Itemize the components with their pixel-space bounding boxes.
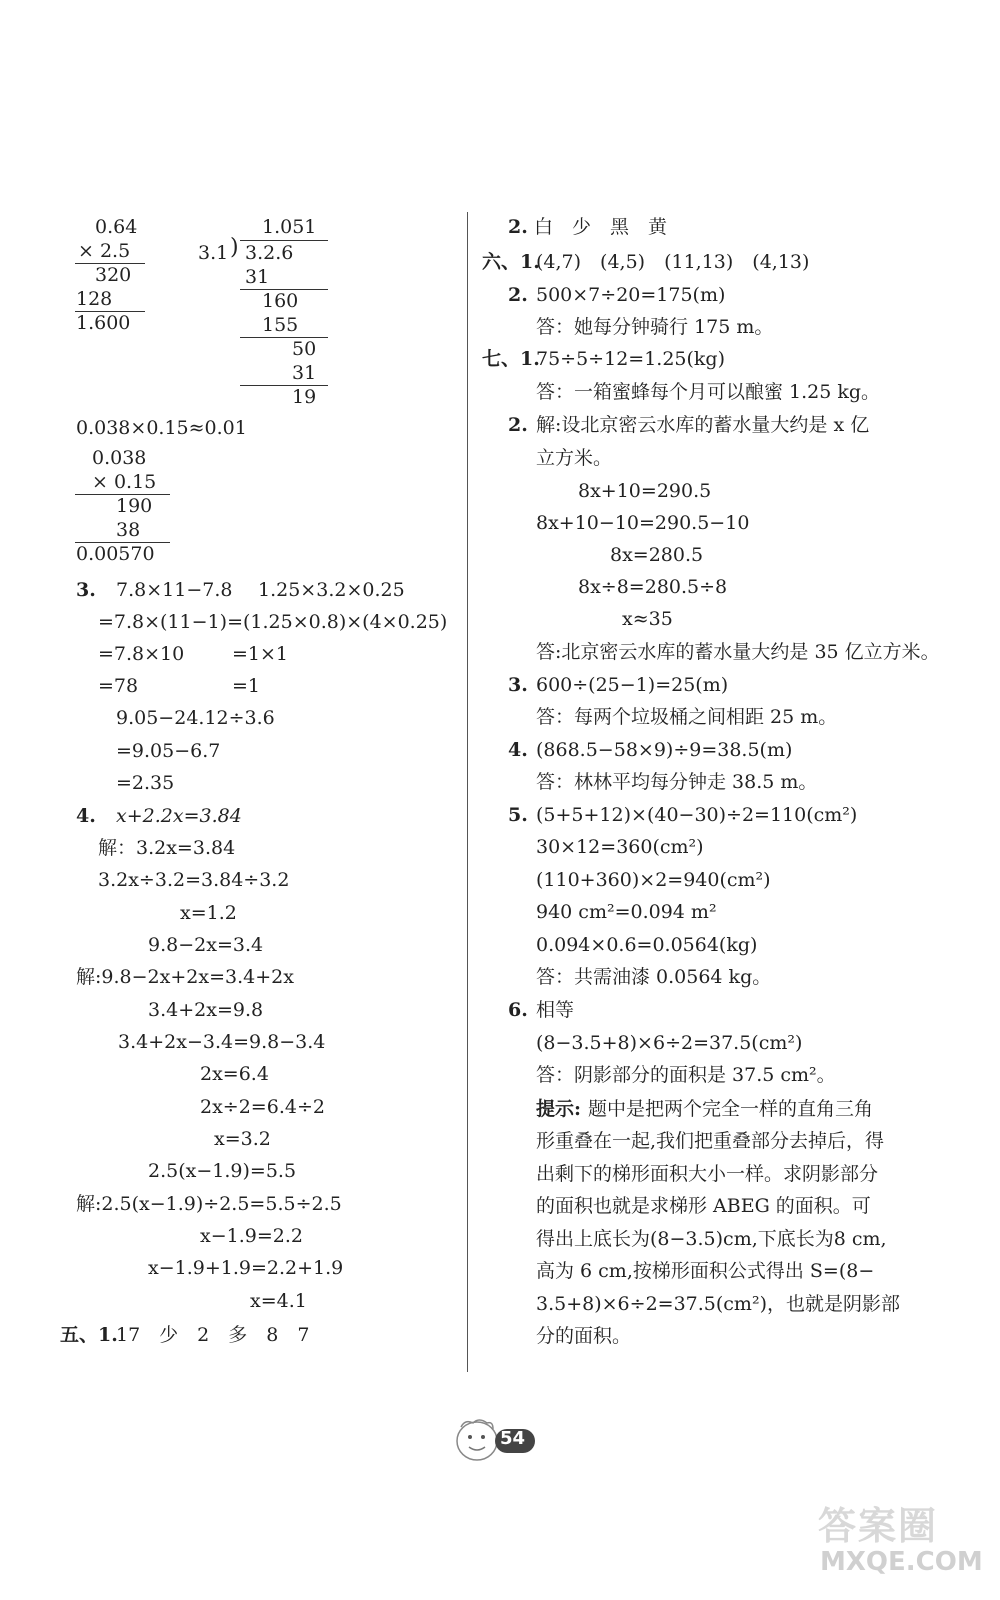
expression: 500×7÷20=175(m) [536, 284, 726, 306]
page-number-badge [455, 1415, 539, 1465]
equation: 2x=6.4 [200, 1063, 269, 1085]
expression: (868.5−58×9)÷9=38.5(m) [536, 739, 793, 761]
mul1-row: 1.600 [76, 312, 131, 334]
hint-line: 高为 6 cm,按梯形面积公式得出 S=(8− [536, 1260, 875, 1282]
hint-line: 出剩下的梯形面积大小一样。求阴影部分 [536, 1163, 879, 1185]
mul1-row: 0.64 [95, 216, 138, 238]
answer-sentence: 答:北京密云水库的蓄水量大约是 35 亿立方米。 [536, 641, 940, 663]
section-number: 七、1. [482, 348, 540, 370]
hint-line: 分的面积。 [536, 1325, 632, 1347]
answer-sentence: 答：她每分钟骑行 175 m。 [536, 316, 774, 338]
equation: 2x÷2=6.4÷2 [200, 1096, 325, 1118]
answer-sentence: 答：每两个垃圾桶之间相距 25 m。 [536, 706, 838, 728]
answer-text: 17 少 2 多 8 7 [116, 1324, 310, 1346]
question-number: 2. [508, 284, 528, 306]
hint-line: 题中是把两个完全一样的直角三角 [588, 1098, 874, 1120]
equation: 9.8−2x=3.4 [148, 934, 264, 956]
equation: 2.5(x−1.9)=5.5 [148, 1160, 297, 1182]
question-number: 6. [508, 999, 528, 1021]
expression: =2.35 [116, 772, 175, 794]
question-number: 5. [508, 804, 528, 826]
hint-line: 的面积也就是求梯形 ABEG 的面积。可 [536, 1195, 871, 1217]
expression: 1.25×3.2×0.25 [258, 579, 405, 601]
expression: =1×1 [232, 643, 289, 665]
expression: 600÷(25−1)=25(m) [536, 674, 729, 696]
watermark [818, 1495, 993, 1595]
division-step: 31 [245, 266, 270, 288]
answer-sentence: 答：林林平均每分钟走 38.5 m。 [536, 771, 818, 793]
equation: 解:9.8−2x+2x=3.4+2x [76, 966, 294, 988]
question-number: 3. [508, 674, 528, 696]
equation: 8x=280.5 [610, 544, 704, 566]
quotient: 1.051 [262, 216, 317, 238]
solution-text: 解:设北京密云水库的蓄水量大约是 x 亿 [536, 414, 870, 436]
expression: 7.8×11−7.8 [116, 579, 233, 601]
division-step: 50 [292, 338, 317, 360]
answer-text: 相等 [536, 999, 575, 1021]
hint-label: 提示: [536, 1098, 582, 1120]
question-number: 2. [508, 216, 528, 238]
page-number: 54 [500, 1428, 526, 1449]
equation: x−1.9=2.2 [200, 1225, 303, 1247]
equation: 解：3.2x=3.84 [98, 837, 236, 859]
expression: 30×12=360(cm²) [536, 836, 704, 858]
answer-text: 白 少 黑 黄 [534, 216, 668, 238]
expression: 0.094×0.6=0.0564(kg) [536, 934, 758, 956]
equation: 3.2x÷3.2=3.84÷3.2 [98, 869, 290, 891]
question-number: 4. [76, 805, 96, 827]
expression: =7.8×10 [98, 643, 185, 665]
equation: 8x+10=290.5 [578, 480, 712, 502]
question-number: 4. [508, 739, 528, 761]
answer-text: (4,7) (4,5) (11,13) (4,13) [536, 251, 810, 273]
equation: 3.4+2x−3.4=9.8−3.4 [118, 1031, 326, 1053]
expression: =7.8×(11−1)=(1.25×0.8)×(4×0.25) [98, 611, 448, 633]
hint-line: 形重叠在一起,我们把重叠部分去掉后，得 [536, 1130, 885, 1152]
equation: x=1.2 [180, 902, 237, 924]
expression: =78 [98, 675, 139, 697]
dividend: 3.2.6 [245, 242, 294, 264]
column-divider [467, 212, 468, 1372]
section-number: 六、1. [482, 251, 540, 273]
equation: 3.4+2x=9.8 [148, 999, 264, 1021]
expression: =1 [232, 675, 261, 697]
division-step: 160 [262, 290, 299, 312]
approx-expression: 0.038×0.15≈0.01 [76, 417, 247, 439]
watermark-url: MXQE.COM [820, 1547, 983, 1577]
equation: 8x+10−10=290.5−10 [536, 512, 750, 534]
mul2-row: × 0.15 [92, 471, 157, 493]
question-number: 3. [76, 579, 96, 601]
expression: =9.05−6.7 [116, 740, 221, 762]
expression: 9.05−24.12÷3.6 [116, 707, 275, 729]
mul1-row: × 2.5 [78, 240, 131, 262]
mul2-row: 190 [116, 495, 153, 517]
solution-text: 立方米。 [536, 447, 613, 469]
expression: (110+360)×2=940(cm²) [536, 869, 771, 891]
equation: x=3.2 [214, 1128, 271, 1150]
hint-line: 得出上底长为(8−3.5)cm,下底长为8 cm, [536, 1228, 887, 1250]
division-bracket: ) [230, 235, 239, 260]
expression: (8−3.5+8)×6÷2=37.5(cm²) [536, 1032, 803, 1054]
equation: x≈35 [622, 608, 673, 630]
answer-sentence: 答：共需油漆 0.0564 kg。 [536, 966, 772, 988]
answer-sentence: 答：阴影部分的面积是 37.5 cm²。 [536, 1064, 836, 1086]
equation: 解:2.5(x−1.9)÷2.5=5.5÷2.5 [76, 1193, 342, 1215]
equation: x=4.1 [250, 1290, 307, 1312]
watermark-logo-text: 答案圈 [818, 1504, 939, 1548]
answer-sentence: 答：一箱蜜蜂每个月可以酿蜜 1.25 kg。 [536, 381, 881, 403]
mul1-row: 320 [95, 264, 132, 286]
hint-line: 3.5+8)×6÷2=37.5(cm²)，也就是阴影部 [536, 1293, 900, 1315]
equation: x+2.2x=3.84 [116, 805, 242, 827]
equation: x−1.9+1.9=2.2+1.9 [148, 1257, 344, 1279]
mul2-row: 0.038 [92, 447, 147, 469]
division-step: 31 [292, 362, 317, 384]
division-step: 155 [262, 314, 299, 336]
expression: 940 cm²=0.094 m² [536, 901, 717, 923]
mul1-row: 128 [76, 288, 113, 310]
question-number: 2. [508, 414, 528, 436]
mul2-row: 38 [116, 519, 141, 541]
section-number: 五、1. [60, 1324, 118, 1346]
division-step: 19 [292, 386, 317, 408]
mascot-icon [455, 1415, 539, 1465]
expression: (5+5+12)×(40−30)÷2=110(cm²) [536, 804, 858, 826]
divisor: 3.1 [198, 242, 229, 264]
mul2-row: 0.00570 [76, 543, 155, 565]
expression: 75÷5÷12=1.25(kg) [536, 348, 726, 370]
equation: 8x÷8=280.5÷8 [578, 576, 728, 598]
